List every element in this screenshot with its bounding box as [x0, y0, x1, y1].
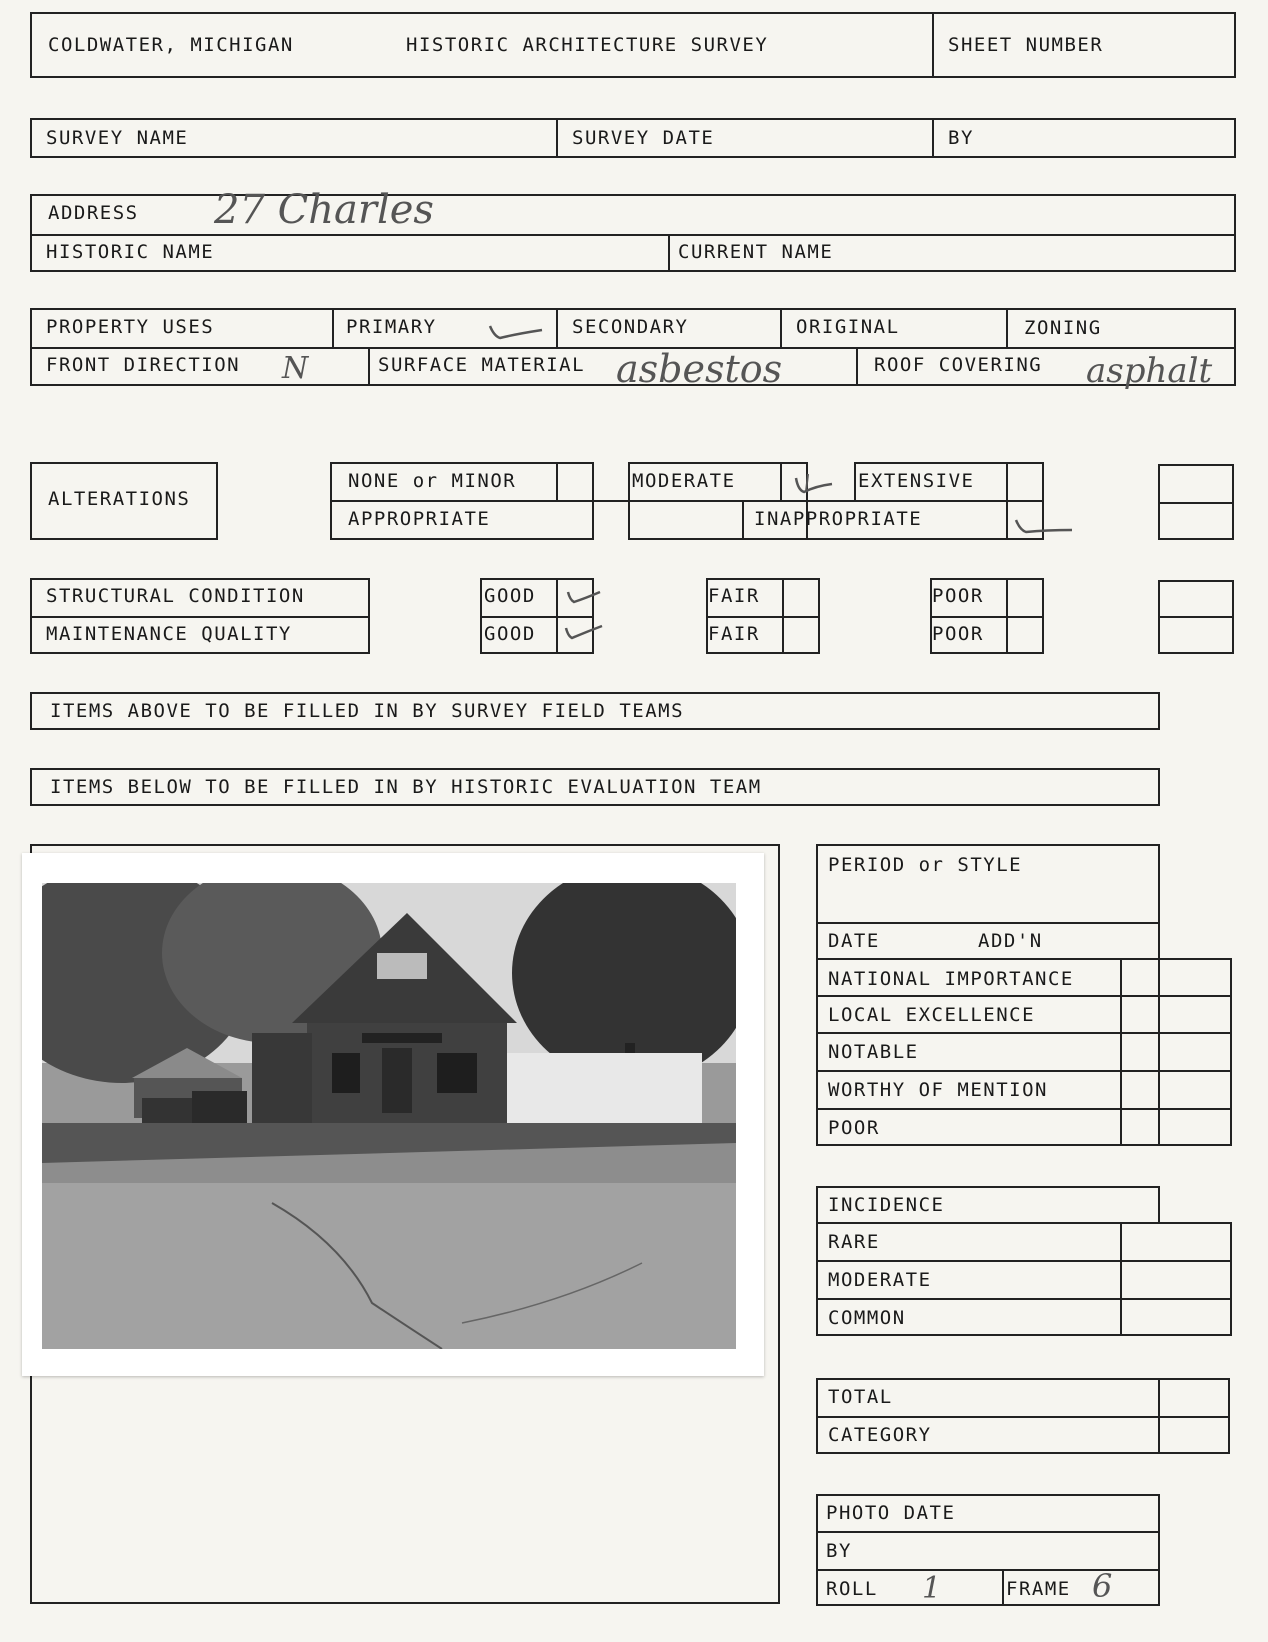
house-photograph — [22, 853, 764, 1376]
surface-material-label: SURFACE MATERIAL — [378, 354, 586, 376]
front-direction-label: FRONT DIRECTION — [46, 354, 241, 376]
national-importance-label: NATIONAL IMPORTANCE — [828, 968, 1074, 990]
addn-label: ADD'N — [978, 930, 1043, 952]
items-above-note: ITEMS ABOVE TO BE FILLED IN BY SURVEY FIELD TEAMS — [50, 700, 685, 722]
extensive-label: EXTENSIVE — [858, 470, 975, 492]
roll-value: 1 — [922, 1571, 942, 1606]
surface-material-value: asbestos — [616, 347, 783, 391]
structural-good-label: GOOD — [484, 585, 536, 607]
inappropriate-label: INAPPROPRIATE — [754, 508, 923, 530]
historic-name-label: HISTORIC NAME — [46, 241, 215, 263]
photo-by-label: BY — [826, 1540, 852, 1562]
frame-value: 6 — [1092, 1567, 1113, 1605]
zoning-label: ZONING — [1024, 317, 1102, 339]
survey-name-label: SURVEY NAME — [46, 127, 189, 149]
structural-good-check-mark — [564, 586, 604, 608]
current-name-label: CURRENT NAME — [678, 241, 834, 263]
items-below-note: ITEMS BELOW TO BE FILLED IN BY HISTORIC EVALUATION TEAM — [50, 776, 762, 798]
maintenance-quality-label: MAINTENANCE QUALITY — [46, 623, 292, 645]
local-excellence-label: LOCAL EXCELLENCE — [828, 1004, 1036, 1026]
incidence-moderate-label: MODERATE — [828, 1269, 932, 1291]
none-minor-label: NONE or MINOR — [348, 470, 517, 492]
roof-covering-value: asphalt — [1086, 351, 1213, 391]
roof-covering-label: ROOF COVERING — [874, 354, 1043, 376]
primary-check-mark — [486, 318, 546, 344]
alterations-label: ALTERATIONS — [48, 488, 191, 510]
maintenance-good-label: GOOD — [484, 623, 536, 645]
frame-label: FRAME — [1006, 1578, 1071, 1600]
category-label: CATEGORY — [828, 1424, 932, 1446]
maintenance-good-check-mark — [562, 620, 606, 644]
eval-poor-label: POOR — [828, 1117, 880, 1139]
primary-label: PRIMARY — [346, 316, 437, 338]
incidence-label: INCIDENCE — [828, 1194, 945, 1216]
moderate-check-mark — [790, 468, 836, 498]
structural-condition-label: STRUCTURAL CONDITION — [46, 585, 305, 607]
rare-label: RARE — [828, 1231, 880, 1253]
maintenance-fair-label: FAIR — [708, 623, 760, 645]
notable-label: NOTABLE — [828, 1041, 919, 1063]
front-direction-value: N — [282, 351, 309, 386]
original-label: ORIGINAL — [796, 316, 900, 338]
survey-by-label: BY — [948, 127, 974, 149]
worthy-of-mention-label: WORTHY OF MENTION — [828, 1079, 1048, 1101]
survey-title: HISTORIC ARCHITECTURE SURVEY — [406, 34, 769, 56]
period-style-label: PERIOD or STYLE — [828, 854, 1023, 876]
moderate-label: MODERATE — [632, 470, 736, 492]
appropriate-label: APPROPRIATE — [348, 508, 491, 530]
inappropriate-check-mark — [1012, 514, 1076, 538]
address-label: ADDRESS — [48, 202, 139, 224]
common-label: COMMON — [828, 1307, 906, 1329]
date-label: DATE — [828, 930, 880, 952]
house-photo-image — [42, 883, 736, 1349]
roll-label: ROLL — [826, 1578, 878, 1600]
sheet-number-label: SHEET NUMBER — [948, 34, 1104, 56]
photo-date-label: PHOTO DATE — [826, 1502, 956, 1524]
maintenance-poor-label: POOR — [932, 623, 984, 645]
city-label: COLDWATER, MICHIGAN — [48, 34, 294, 56]
structural-poor-label: POOR — [932, 585, 984, 607]
total-label: TOTAL — [828, 1386, 893, 1408]
property-uses-label: PROPERTY USES — [46, 316, 215, 338]
secondary-label: SECONDARY — [572, 316, 689, 338]
survey-date-label: SURVEY DATE — [572, 127, 715, 149]
structural-fair-label: FAIR — [708, 585, 760, 607]
address-value: 27 Charles — [214, 187, 434, 233]
